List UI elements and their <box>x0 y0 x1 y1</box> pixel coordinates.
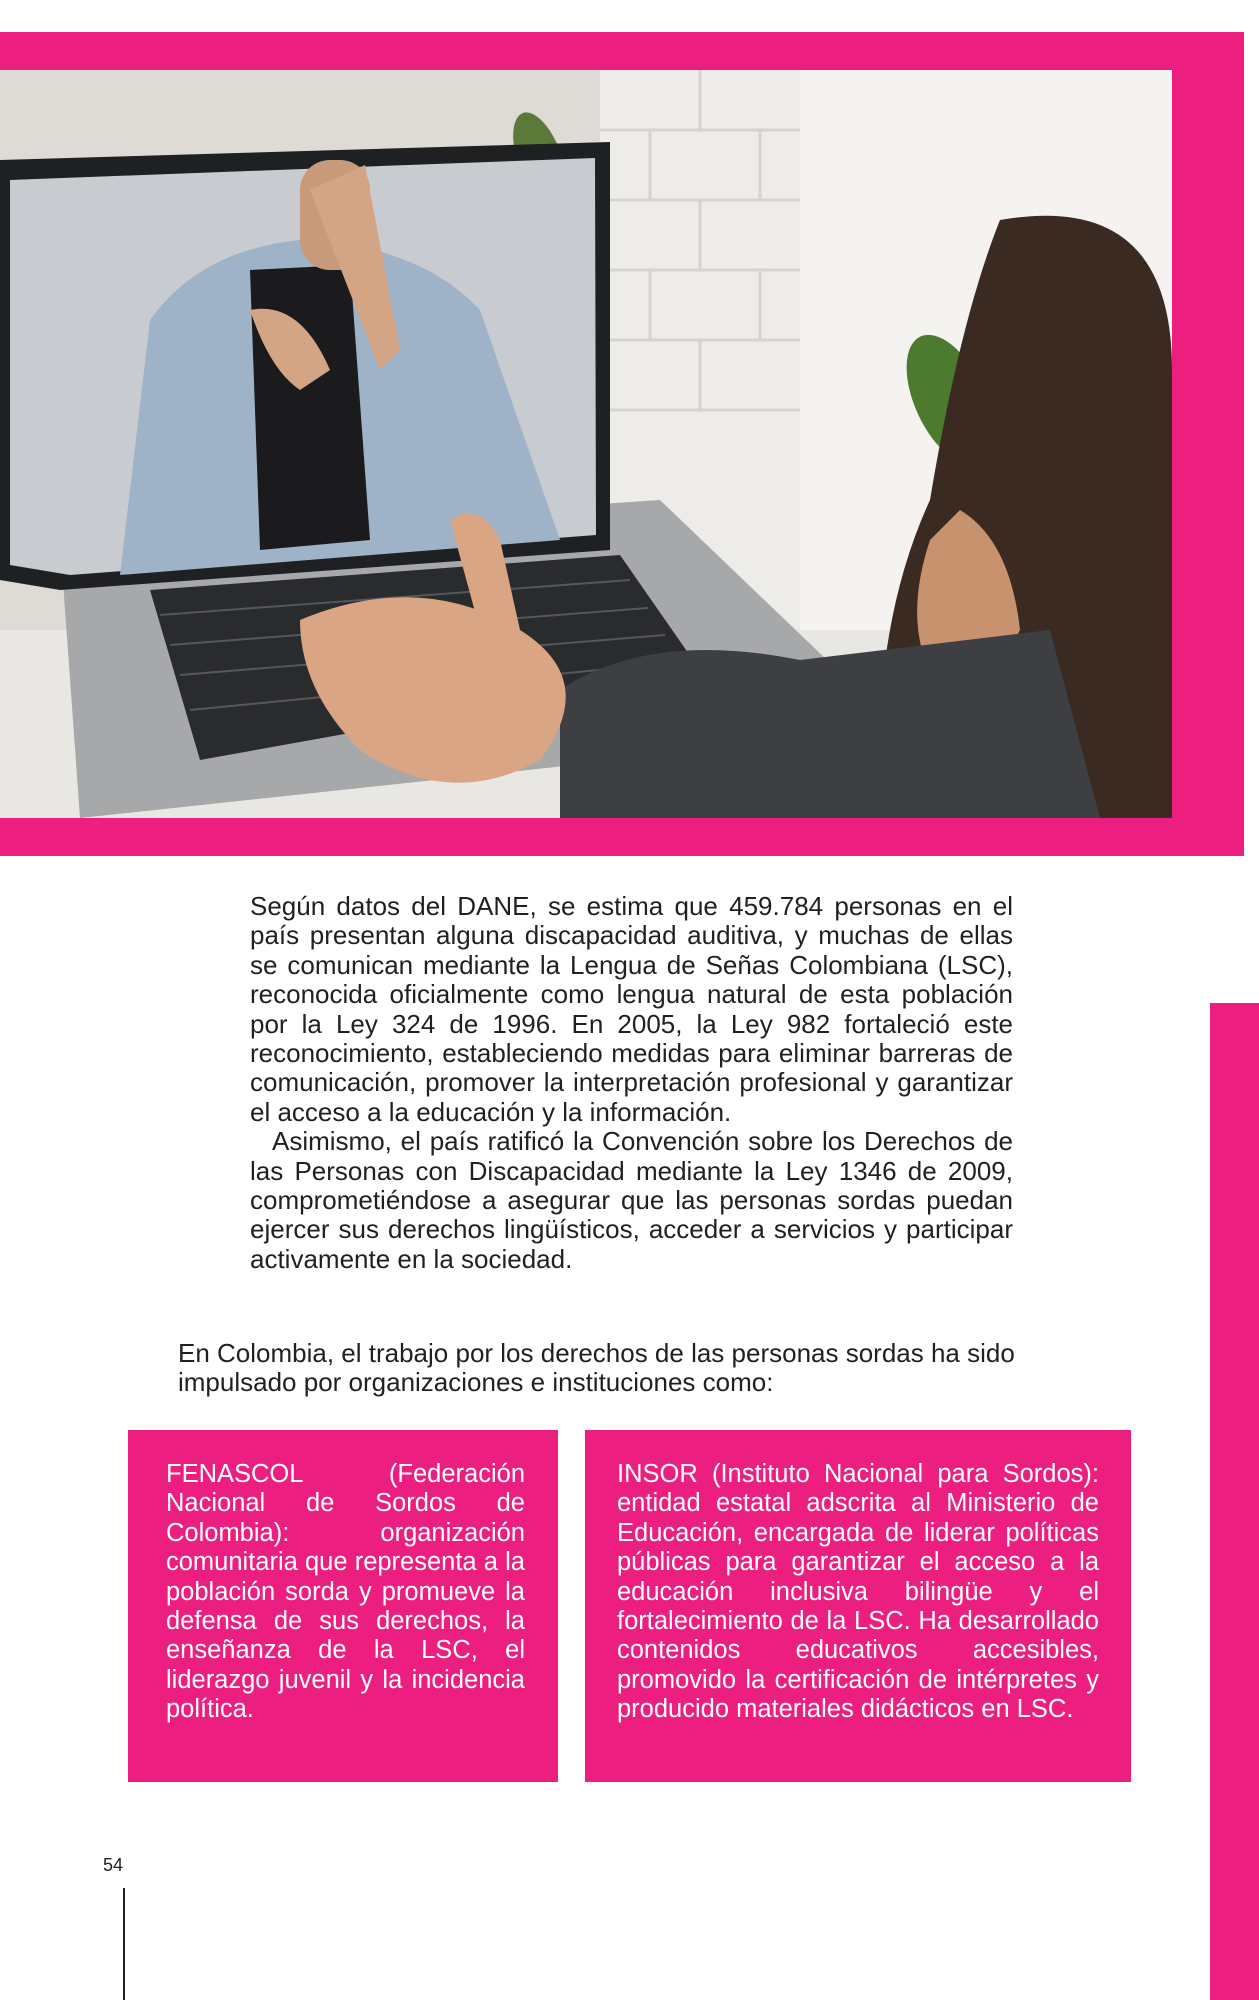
body-text <box>250 892 1013 1274</box>
accent-side-bar <box>1210 1003 1259 2000</box>
card-fenascol <box>128 1430 558 1782</box>
card-insor-text: INSOR (Instituto Nacional para Sordos): entidad estatal adscrita al Ministerio de Educación, encargada de liderar políticas públicas para garantizar el acceso a la educación inclusiva bilingüe y el fortalecimiento de la LSC. Ha desarrollado contenidos educativos accesibles, promovido la certificación de intérpretes y producido materiales didácticos en LSC. <box>617 1460 1099 1724</box>
page-number: 54 <box>103 1855 124 1875</box>
man-shirt <box>250 265 370 550</box>
card-fenascol-text: FENASCOL (Federación Nacional de Sordos de Colombia): organización comunitaria que representa a la población sorda y promueve la defensa de sus derechos, la enseñanza de la LSC, el liderazgo juvenil y la incidencia política. <box>166 1460 525 1724</box>
intro-text: En Colombia, el trabajo por los derechos de las personas sordas ha sido impulsado por organizaciones e instituciones como: <box>178 1338 1015 1398</box>
photo-frame <box>0 32 1244 856</box>
body-paragraph-2: Asimismo, el país ratificó la Convención sobre los Derechos de las Personas con Discapacidad mediante la Ley 1346 de 2009, comprometiéndose a asegurar que las personas sordas puedan ejercer sus derechos lingüísticos, acceder a servicios y participar activamente en la sociedad. <box>250 1126 1013 1274</box>
child-sweater <box>560 630 1100 818</box>
card-insor <box>585 1430 1131 1782</box>
page-rule <box>123 1888 125 2000</box>
hero-photo <box>0 70 1172 818</box>
body-paragraph-1: Según datos del DANE, se estima que 459.784 personas en el país presentan alguna discapacidad auditiva, y muchas de ellas se comunican mediante la Lengua de Señas Colombiana (LSC), reconocida oficialmente como lengua natural de esta población por la Ley 324 de 1996. En 2005, la Ley 982 fortaleció este reconocimiento, estableciendo medidas para eliminar barreras de comunicación, promover la interpretación profesional y garantizar el acceso a la educación y la información. <box>250 891 1013 1127</box>
sign-language-video-call-illustration <box>0 70 1172 818</box>
